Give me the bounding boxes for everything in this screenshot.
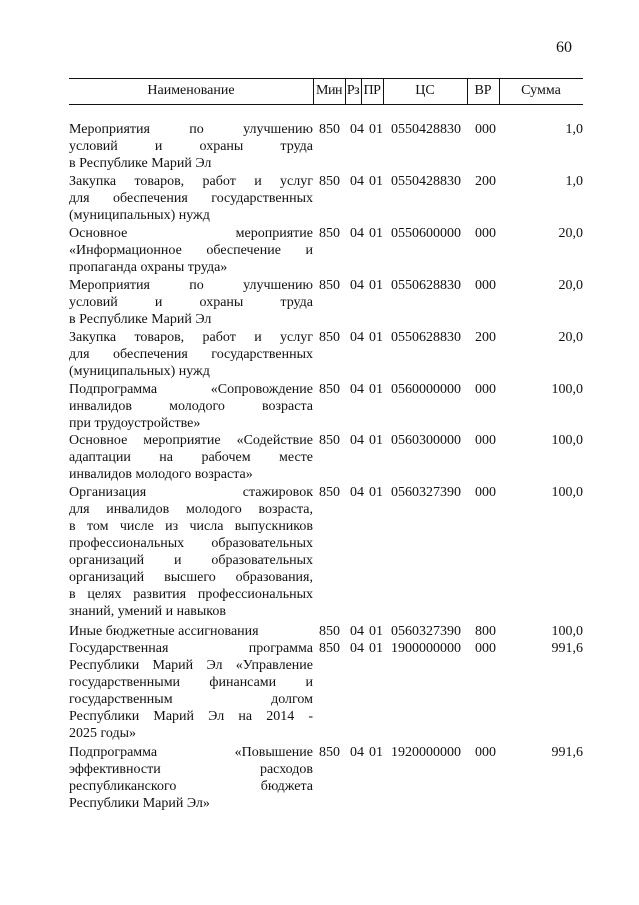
- row-name-line: Подпрограмма «Повышение: [69, 744, 313, 760]
- cell-sum: 991,6: [551, 744, 583, 760]
- row-name-line: государственными финансами и: [69, 675, 313, 690]
- cell-cs: 0560327390: [391, 623, 461, 639]
- row-name-line: государственным долгом: [69, 692, 313, 707]
- row-name: [69, 623, 313, 640]
- cell-min: 850: [319, 277, 340, 293]
- cell-vr: 000: [475, 641, 496, 656]
- cell-pr: 01: [369, 381, 383, 397]
- row-name: [69, 277, 313, 328]
- cell-rz: 04: [350, 277, 364, 293]
- row-name-line: в Республике Марий Эл: [69, 311, 212, 327]
- header-min: Мин: [316, 83, 342, 98]
- cell-rz: 04: [350, 744, 364, 760]
- cell-sum: 991,6: [551, 641, 583, 656]
- cell-cs: 0550428830: [391, 122, 461, 137]
- cell-rz: 04: [350, 122, 364, 137]
- row-name-line: знаний, умений и навыков: [69, 604, 226, 620]
- row-name: [69, 381, 313, 432]
- cell-vr: 000: [475, 744, 496, 760]
- cell-cs: 0560327390: [391, 485, 461, 501]
- cell-rz: 04: [350, 641, 364, 656]
- table-header-rule: [69, 104, 583, 105]
- cell-cs: 0550628830: [391, 329, 461, 345]
- row-name-line: Республики Марий Эл на 2014 -: [69, 709, 313, 724]
- header-cs: ЦС: [415, 83, 435, 98]
- row-name-line: условий и охраны труда: [69, 139, 313, 154]
- row-name-line: организаций и образовательных: [69, 553, 313, 569]
- row-name-line: для обеспечения государственных: [69, 346, 313, 362]
- row-name-line: «Информационное обеспечение и: [69, 242, 313, 258]
- row-name: [69, 484, 313, 620]
- header-vr: ВР: [474, 83, 492, 98]
- row-name-line: в том числе из числа выпускников: [69, 519, 313, 535]
- cell-min: 850: [319, 744, 340, 760]
- cell-sum: 1,0: [565, 122, 583, 137]
- cell-pr: 01: [369, 485, 383, 501]
- cell-sum: 100,0: [551, 381, 583, 397]
- cell-rz: 04: [350, 623, 364, 639]
- row-name: [69, 121, 313, 172]
- cell-sum: 20,0: [558, 329, 583, 345]
- cell-min: 850: [319, 122, 340, 137]
- row-name-line: условий и охраны труда: [69, 294, 313, 310]
- cell-cs: 0560000000: [391, 381, 461, 397]
- cell-pr: 01: [369, 744, 383, 760]
- cell-vr: 200: [475, 329, 496, 345]
- row-name: [69, 173, 313, 224]
- row-name: [69, 329, 313, 380]
- row-name-line: 2025 годы»: [69, 726, 137, 741]
- cell-rz: 04: [350, 381, 364, 397]
- row-name-line: (муниципальных) нужд: [69, 207, 210, 223]
- cell-pr: 01: [369, 433, 383, 449]
- row-name: [69, 432, 313, 483]
- cell-sum: 100,0: [551, 623, 583, 639]
- row-name-line: Закупка товаров, работ и услуг: [69, 173, 313, 189]
- row-name-line: (муниципальных) нужд: [69, 363, 210, 379]
- row-name-line: при трудоустройстве»: [69, 415, 201, 431]
- row-name-line: инвалидов молодого возраста: [69, 398, 313, 414]
- cell-min: 850: [319, 329, 340, 345]
- cell-rz: 04: [350, 329, 364, 345]
- row-name-line: профессиональных образовательных: [69, 536, 313, 552]
- cell-min: 850: [319, 225, 340, 241]
- row-name-line: Государственная программа: [69, 641, 313, 656]
- cell-rz: 04: [350, 173, 364, 189]
- row-name-line: для обеспечения государственных: [69, 190, 313, 206]
- cell-vr: 000: [475, 122, 496, 137]
- cell-rz: 04: [350, 225, 364, 241]
- page-number: 60: [556, 39, 572, 56]
- row-name-line: организаций высшего образования,: [69, 570, 313, 586]
- cell-min: 850: [319, 381, 340, 397]
- row-name-line: Иные бюджетные ассигнования: [69, 623, 259, 639]
- cell-pr: 01: [369, 122, 383, 137]
- cell-min: 850: [319, 641, 340, 656]
- row-name-line: в целях развития профессиональных: [69, 587, 313, 603]
- row-name-line: в Республике Марий Эл: [69, 156, 212, 171]
- row-name-line: пропаганда охраны труда»: [69, 259, 228, 275]
- row-name-line: эффективности расходов: [69, 761, 313, 777]
- row-name-line: Республики Марий Эл»: [69, 795, 210, 811]
- header-name: Наименование: [147, 83, 235, 98]
- cell-cs: 0550600000: [391, 225, 461, 241]
- row-name: [69, 640, 313, 742]
- cell-vr: 200: [475, 173, 496, 189]
- row-name-line: Мероприятия по улучшению: [69, 277, 313, 293]
- header-sum: Сумма: [521, 83, 561, 98]
- cell-min: 850: [319, 623, 340, 639]
- cell-cs: 1900000000: [391, 641, 461, 656]
- cell-rz: 04: [350, 433, 364, 449]
- cell-pr: 01: [369, 277, 383, 293]
- row-name-line: Основное мероприятие «Содействие: [69, 433, 313, 449]
- cell-pr: 01: [369, 173, 383, 189]
- cell-min: 850: [319, 173, 340, 189]
- cell-pr: 01: [369, 225, 383, 241]
- cell-sum: 100,0: [551, 485, 583, 501]
- row-name: [69, 225, 313, 276]
- cell-vr: 000: [475, 485, 496, 501]
- row-name-line: инвалидов молодого возраста»: [69, 467, 253, 483]
- row-name-line: Организация стажировок: [69, 485, 313, 501]
- cell-min: 850: [319, 433, 340, 449]
- row-name-line: адаптации на рабочем месте: [69, 450, 313, 466]
- cell-vr: 000: [475, 277, 496, 293]
- cell-rz: 04: [350, 485, 364, 501]
- cell-vr: 000: [475, 433, 496, 449]
- cell-vr: 000: [475, 381, 496, 397]
- row-name-line: Подпрограмма «Сопровождение: [69, 381, 313, 397]
- cell-pr: 01: [369, 623, 383, 639]
- cell-vr: 800: [475, 623, 496, 639]
- cell-sum: 100,0: [551, 433, 583, 449]
- row-name-line: республиканского бюджета: [69, 778, 313, 794]
- cell-cs: 0560300000: [391, 433, 461, 449]
- cell-cs: 0550628830: [391, 277, 461, 293]
- cell-sum: 20,0: [558, 277, 583, 293]
- row-name-line: для инвалидов молодого возраста,: [69, 502, 313, 518]
- table-header: [69, 78, 583, 104]
- cell-sum: 1,0: [565, 173, 583, 189]
- header-rz: Рз: [346, 83, 360, 98]
- row-name-line: Закупка товаров, работ и услуг: [69, 329, 313, 345]
- cell-cs: 0550428830: [391, 173, 461, 189]
- row-name: [69, 744, 313, 812]
- row-name-line: Мероприятия по улучшению: [69, 122, 313, 137]
- row-name-line: Республики Марий Эл «Управление: [69, 658, 313, 673]
- cell-sum: 20,0: [558, 225, 583, 241]
- row-name-line: Основное мероприятие: [69, 225, 313, 241]
- cell-pr: 01: [369, 329, 383, 345]
- cell-cs: 1920000000: [391, 744, 461, 760]
- cell-pr: 01: [369, 641, 383, 656]
- cell-vr: 000: [475, 225, 496, 241]
- header-pr: ПР: [363, 83, 381, 98]
- cell-min: 850: [319, 485, 340, 501]
